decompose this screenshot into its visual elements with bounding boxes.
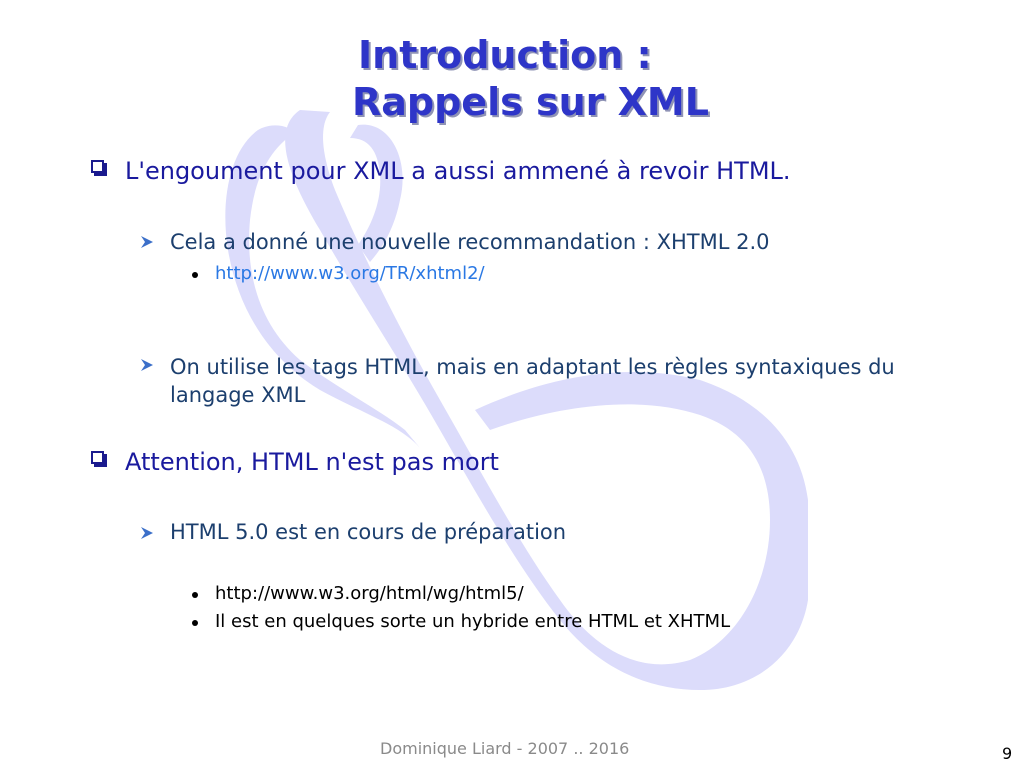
html5-url: http://www.w3.org/html/wg/html5/ (215, 583, 524, 604)
arrow-bullet-icon (139, 525, 155, 541)
slide-title-line1: Introduction : (358, 33, 652, 77)
slide-footer: Dominique Liard - 2007 .. 2016 (380, 739, 630, 758)
bullet-level1: L'engoument pour XML a aussi ammené à revoir HTML. (125, 157, 791, 185)
bullet-level2: HTML 5.0 est en cours de préparation (170, 520, 567, 544)
hollow-square-icon (91, 160, 104, 173)
bullet-level2: On utilise les tags HTML, mais en adaptant les règles syntaxiques du langage XML (170, 355, 895, 407)
bullet-level2: Cela a donné une nouvelle recommandation : XHTML 2.0 (170, 230, 770, 254)
dot-icon (192, 272, 198, 278)
bullet-level3: Il est en quelques sorte un hybride entre HTML et XHTML (215, 611, 731, 632)
dot-icon (192, 620, 198, 626)
bullet-level1: Attention, HTML n'est pas mort (125, 448, 499, 476)
hollow-square-icon (91, 451, 104, 464)
arrow-bullet-icon (139, 357, 155, 373)
page-number: 9 (1002, 744, 1013, 763)
xhtml2-link[interactable]: http://www.w3.org/TR/xhtml2/ (215, 263, 485, 284)
arrow-bullet-icon (139, 234, 155, 250)
slide-title-line2: Rappels sur XML (352, 80, 709, 124)
dot-icon (192, 592, 198, 598)
